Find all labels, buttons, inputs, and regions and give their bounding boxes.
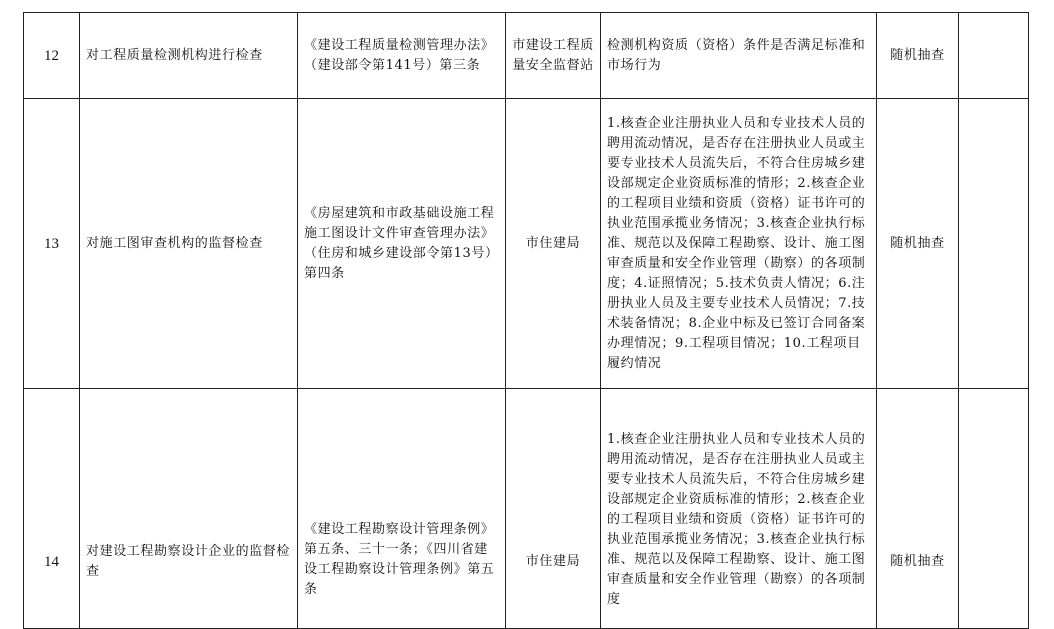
department [506,389,601,629]
table-row [24,389,1029,629]
department: 市建设工程质量安全监督站 [506,13,601,99]
table-row [24,13,1029,99]
inspection-content-text: 1.核查企业注册执业人员和专业技术人员的聘用流动情况，是否存在注册执业人员或主要专业技术人员流失后，不符合住房城乡建设部规定企业资质标准的情形；2.核查企业的工程项目业绩和资质（资格）证书许可的执业范围承揽业务情况；3.核查企业执行标准、规范以及保障工程勘察、设计、施工图审查质量和安全作业管理（勘察）的各项制度 [607,432,866,607]
note-cell [959,99,1029,389]
legal-basis-text: 《建设工程勘察设计管理条例》第五条、三十一条；《四川省建设工程勘察设计管理条例》第五条 [304,522,495,597]
department-text: 市住建局 [525,554,581,569]
inspection-item: 对工程质量检测机构进行检查 [80,13,298,99]
legal-basis: 《房屋建筑和市政基础设施工程施工图设计文件审查管理办法》（住房和城乡建设部令第13号）第四条 [298,99,506,389]
inspection-content: 检测机构资质（资格）条件是否满足标准和市场行为 [601,13,877,99]
inspection-item: 对施工图审查机构的监督检查 [80,99,298,389]
inspection-method: 随机抽查 [877,99,959,389]
row-number: 12 [24,13,80,99]
note-cell [959,389,1029,629]
inspection-content [601,389,877,629]
inspection-method-text: 随机抽查 [890,554,945,569]
inspection-method: 随机抽查 [877,13,959,99]
department: 市住建局 [506,99,601,389]
row-number [24,389,80,629]
inspection-table [23,12,1029,629]
inspection-content: 1.核查企业注册执业人员和专业技术人员的聘用流动情况，是否存在注册执业人员或主要专业技术人员流失后，不符合住房城乡建设部规定企业资质标准的情形；2.核查企业的工程项目业绩和资质（资格）证书许可的执业范围承揽业务情况；3.核查企业执行标准、规范以及保障工程勘察、设计、施工图审查质量和安全作业管理（勘察）的各项制度；4.证照情况；5.技术负责人情况；6.注册执业人员及主要专业技术人员情况；7.技术装备情况；8.企业中标及已签订合同备案办理情况；9.工程项目情况；10.工程项目履约情况 [601,99,877,389]
inspection-method [877,389,959,629]
row-number: 13 [24,99,80,389]
note-cell [959,13,1029,99]
inspection-item-text: 对建设工程勘察设计企业的监督检查 [86,544,291,579]
legal-basis: 《建设工程质量检测管理办法》（建设部令第141号）第三条 [298,13,506,99]
inspection-item [80,389,298,629]
legal-basis [298,389,506,629]
row-number-text: 14 [44,554,59,570]
table-row [24,99,1029,389]
